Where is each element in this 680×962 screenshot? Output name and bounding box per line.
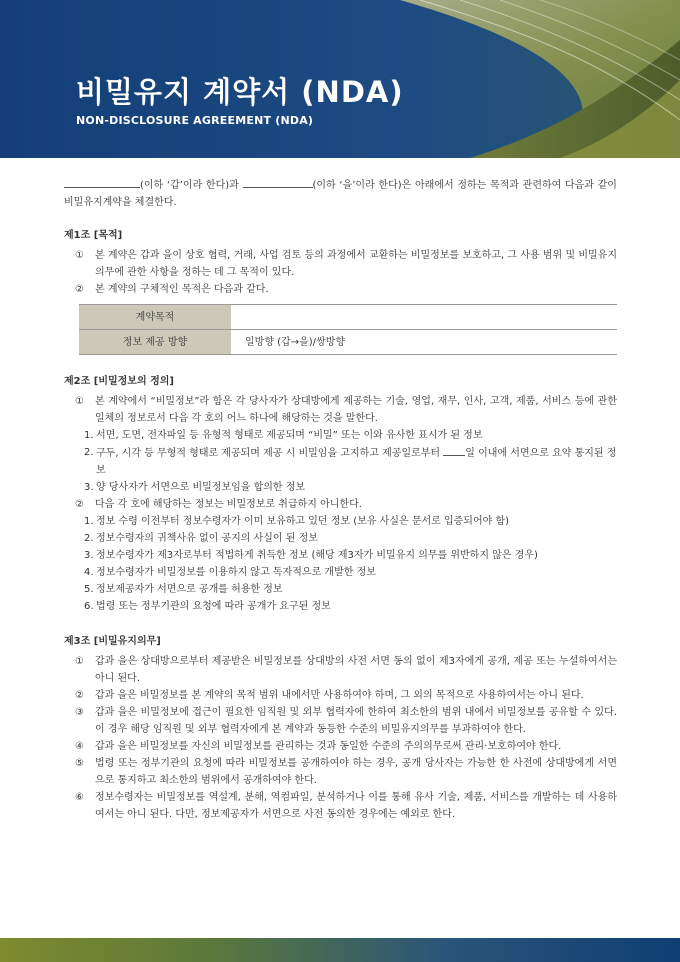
header-banner bbox=[0, 0, 680, 158]
contract-purpose-field[interactable] bbox=[231, 305, 617, 330]
sub-item-number: 3. bbox=[84, 482, 94, 493]
sub-item-text: 법령 또는 정부기관의 요청에 따라 공개가 요구된 정보 bbox=[96, 601, 331, 612]
article-3-item bbox=[64, 653, 617, 687]
days-blank[interactable] bbox=[443, 444, 465, 456]
table-row bbox=[79, 305, 617, 330]
party-b-blank[interactable] bbox=[243, 176, 313, 188]
item-text: 본 계약의 구체적인 목적은 다음과 같다. bbox=[95, 284, 269, 295]
sub-item bbox=[64, 479, 617, 496]
document-subtitle: NON-DISCLOSURE AGREEMENT (NDA) bbox=[76, 114, 314, 127]
sub-item bbox=[64, 598, 617, 615]
document-body bbox=[64, 176, 617, 823]
item-text: 정보수령자는 비밀정보를 역설계, 분해, 역컴파일, 분석하거나 이를 통해 유사 기술, 제품, 서비스를 개발하는 데 사용하여서는 아니 된다. 다만, 정보제공자가 서면으로 사전 동의한 경우에는 예외로 한다. bbox=[95, 792, 617, 820]
sub-item-text-a: 구두, 시각 등 무형적 형태로 제공되며 제공 시 비밀임을 고지하고 제공일로부터 bbox=[96, 448, 441, 459]
party-a-blank[interactable] bbox=[64, 176, 140, 188]
sub-item bbox=[64, 547, 617, 564]
sub-item-text: 서면, 도면, 전자파일 등 유형적 형태로 제공되며 “비밀” 또는 이와 유사한 표시가 된 정보 bbox=[96, 430, 483, 441]
sub-item bbox=[64, 581, 617, 598]
sub-item-text: 정보제공자가 서면으로 공개를 허용한 정보 bbox=[96, 584, 283, 595]
item-number: ⑥ bbox=[75, 792, 84, 803]
intro-part1: (이하 ‘갑’이라 한다)과 bbox=[140, 180, 239, 191]
item-text: 갑과 을은 비밀정보에 접근이 필요한 임직원 및 외부 협력자에 한하여 최소한의 범위 내에서 비밀정보를 공유할 수 있다. 이 경우 해당 임직원 및 외부 협력자에게 본 계약과 동등한 수준의 비밀유지의무를 부과하여야 한다. bbox=[95, 707, 617, 735]
item-number: ② bbox=[75, 499, 84, 510]
sub-item-text: 양 당사자가 서면으로 비밀정보임을 합의한 정보 bbox=[96, 482, 306, 493]
table-row bbox=[79, 330, 617, 355]
info-direction-field[interactable]: 일방향 (갑→을)/쌍방향 bbox=[231, 330, 617, 355]
article-2-title: 제2조 [비밀정보의 정의] bbox=[64, 376, 175, 387]
sub-item-number: 1. bbox=[84, 430, 94, 441]
sub-item-number: 4. bbox=[84, 567, 94, 578]
article-3-item bbox=[64, 738, 617, 755]
sub-item-text: 정보수령자의 귀책사유 없이 공지의 사실이 된 정보 bbox=[96, 533, 318, 544]
article-1-title: 제1조 [목적] bbox=[64, 230, 123, 241]
article-3-item bbox=[64, 789, 617, 823]
item-text: 갑과 을은 비밀정보를 자신의 비밀정보를 관리하는 것과 동일한 수준의 주의의무로써 관리·보호하여야 한다. bbox=[95, 741, 562, 752]
sub-item-number: 3. bbox=[84, 550, 94, 561]
sub-item-number: 5. bbox=[84, 584, 94, 595]
sub-item bbox=[64, 564, 617, 581]
sub-item-number: 6. bbox=[84, 601, 94, 612]
item-number: ② bbox=[75, 284, 84, 295]
item-text: 다음 각 호에 해당하는 정보는 비밀정보로 취급하지 아니한다. bbox=[95, 499, 362, 510]
item-number: ④ bbox=[75, 741, 84, 752]
sub-item bbox=[64, 513, 617, 530]
article-3 bbox=[64, 633, 617, 823]
item-number: ② bbox=[75, 690, 84, 701]
sub-item-text bbox=[96, 444, 617, 479]
sub-item-text: 정보 수령 이전부터 정보수령자가 이미 보유하고 있던 정보 (보유 사실은 문서로 입증되어야 함) bbox=[96, 516, 510, 527]
article-3-title: 제3조 [비밀유지의무] bbox=[64, 636, 161, 647]
article-2 bbox=[64, 373, 617, 615]
article-1 bbox=[64, 227, 617, 355]
article-2-item bbox=[64, 393, 617, 427]
item-number: ① bbox=[75, 656, 84, 667]
sub-item-text: 정보수령자가 제3자로부터 적법하게 취득한 정보 (해당 제3자가 비밀유지 의무를 위반하지 않은 경우) bbox=[96, 550, 538, 561]
sub-item-text-b: 일 이내에 서면으로 요약 통지된 정보 bbox=[96, 448, 617, 476]
item-text: 본 계약에서 “비밀정보”라 함은 각 당사자가 상대방에게 제공하는 기술, 영업, 재무, 인사, 고객, 제품, 서비스 등에 관한 일체의 정보로서 다음 각 호의 어느 하나에 해당하는 것을 말한다. bbox=[95, 396, 617, 424]
item-text: 본 계약은 갑과 을이 상호 협력, 거래, 사업 검토 등의 과정에서 교환하는 비밀정보를 보호하고, 그 사용 범위 및 비밀유지 의무에 관한 사항을 정하는 데 그 목적이 있다. bbox=[95, 250, 617, 278]
document-title: 비밀유지 계약서 (NDA) bbox=[76, 75, 404, 109]
item-number: ① bbox=[75, 250, 84, 261]
sub-item bbox=[64, 530, 617, 547]
item-number: ③ bbox=[75, 707, 84, 718]
article-1-item bbox=[64, 247, 617, 281]
article-3-item bbox=[64, 755, 617, 789]
item-text: 법령 또는 정부기관의 요청에 따라 비밀정보를 공개하여야 하는 경우, 공개 당사자는 가능한 한 사전에 상대방에게 서면으로 통지하고 최소한의 범위에서 공개하여야 한다. bbox=[95, 758, 617, 786]
sub-item-number: 2. bbox=[84, 533, 94, 544]
table-label-cell: 정보 제공 방향 bbox=[79, 330, 231, 355]
purpose-table bbox=[79, 304, 617, 355]
item-number: ⑤ bbox=[75, 758, 84, 769]
sub-item bbox=[64, 444, 617, 479]
article-2-item bbox=[64, 496, 617, 513]
footer-band bbox=[0, 938, 680, 962]
sub-item-number: 1. bbox=[84, 516, 94, 527]
item-text: 갑과 을은 상대방으로부터 제공받은 비밀정보를 상대방의 사전 서면 동의 없이 제3자에게 공개, 제공 또는 누설하여서는 아니 된다. bbox=[95, 656, 617, 684]
intro-part2: (이하 ‘을’이라 한다)은 아래에서 정하는 목적과 관련하여 다음과 같이 비밀유지계약을 체결한다. bbox=[64, 180, 617, 208]
article-1-item bbox=[64, 281, 617, 298]
item-text: 갑과 을은 비밀정보를 본 계약의 목적 범위 내에서만 사용하여야 하며, 그 외의 목적으로 사용하여서는 아니 된다. bbox=[95, 690, 584, 701]
intro-paragraph bbox=[64, 176, 617, 211]
article-3-item bbox=[64, 704, 617, 738]
article-3-item bbox=[64, 687, 617, 704]
item-number: ① bbox=[75, 396, 84, 407]
table-label-cell: 계약목적 bbox=[79, 305, 231, 330]
sub-item-number: 2. bbox=[84, 447, 94, 458]
sub-item-text: 정보수령자가 비밀정보를 이용하지 않고 독자적으로 개발한 정보 bbox=[96, 567, 376, 578]
sub-item bbox=[64, 427, 617, 444]
